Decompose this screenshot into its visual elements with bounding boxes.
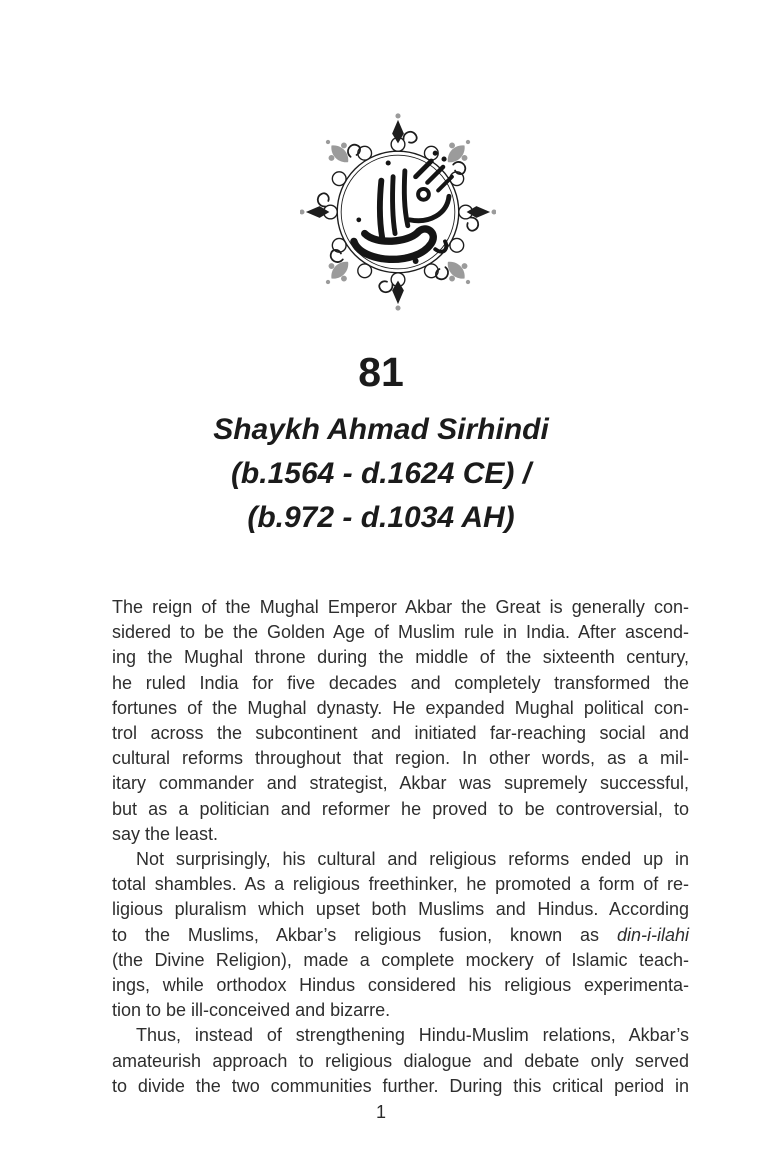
body-line: ligious pluralism which upset both Muslims and Hindus. According <box>112 899 689 920</box>
chapter-number: 81 <box>358 349 404 395</box>
body-line: ings, while orthodox Hindus considered his religious experimenta- <box>112 975 689 996</box>
body-line: sidered to be the Golden Age of Muslim rule in India. After ascend- <box>112 622 689 643</box>
dates-ah: (b.972 - d.1034 AH) <box>247 501 515 534</box>
body-line: amateurish approach to religious dialogue and debate only served <box>112 1050 689 1071</box>
body-line <box>112 923 689 948</box>
arabic-calligraphy-medallion-icon <box>300 112 496 312</box>
body-line: Not surprisingly, his cultural and religious reforms ended up in <box>136 849 689 870</box>
italic-term: din-i-ilahi <box>616 924 689 945</box>
body-line: total shambles. As a religious freethinker, he promoted a form of re- <box>112 874 689 895</box>
body-line: he ruled India for five decades and completely transformed the <box>112 672 689 693</box>
chapter-title-block <box>0 408 762 540</box>
body-line: tion to be ill-conceived and bizarre. <box>112 1000 391 1021</box>
body-line: say the least. <box>112 823 219 844</box>
body-line: itary commander and strategist, Akbar was supremely successful, <box>112 773 689 794</box>
body-line: (the Divine Religion), made a complete mockery of Islamic teach- <box>112 949 689 970</box>
chapter-title: Shaykh Ahmad Sirhindi <box>213 413 549 446</box>
dates-ce: (b.1564 - d.1624 CE) / <box>230 457 532 490</box>
body-line: ing the Mughal throne during the middle of the sixteenth century, <box>112 647 689 668</box>
body-line: fortunes of the Mughal dynasty. He expanded Mughal political con- <box>112 697 689 718</box>
body-line: but as a politician and reformer he proved to be controversial, to <box>112 798 689 819</box>
page-number: 1 <box>375 1102 386 1122</box>
body-line-text: to the Muslims, Akbar’s religious fusion, known as <box>112 924 617 945</box>
body-line: cultural reforms throughout that region. In other words, as a mil- <box>112 748 689 769</box>
body-line: Thus, instead of strengthening Hindu-Muslim relations, Akbar’s <box>136 1025 689 1046</box>
body-line: to divide the two communities further. During this critical period in <box>112 1075 689 1096</box>
body-line: trol across the subcontinent and initiated far-reaching social and <box>112 723 689 744</box>
body-text <box>112 595 689 1099</box>
body-line: The reign of the Mughal Emperor Akbar the Great is generally con- <box>112 597 689 617</box>
